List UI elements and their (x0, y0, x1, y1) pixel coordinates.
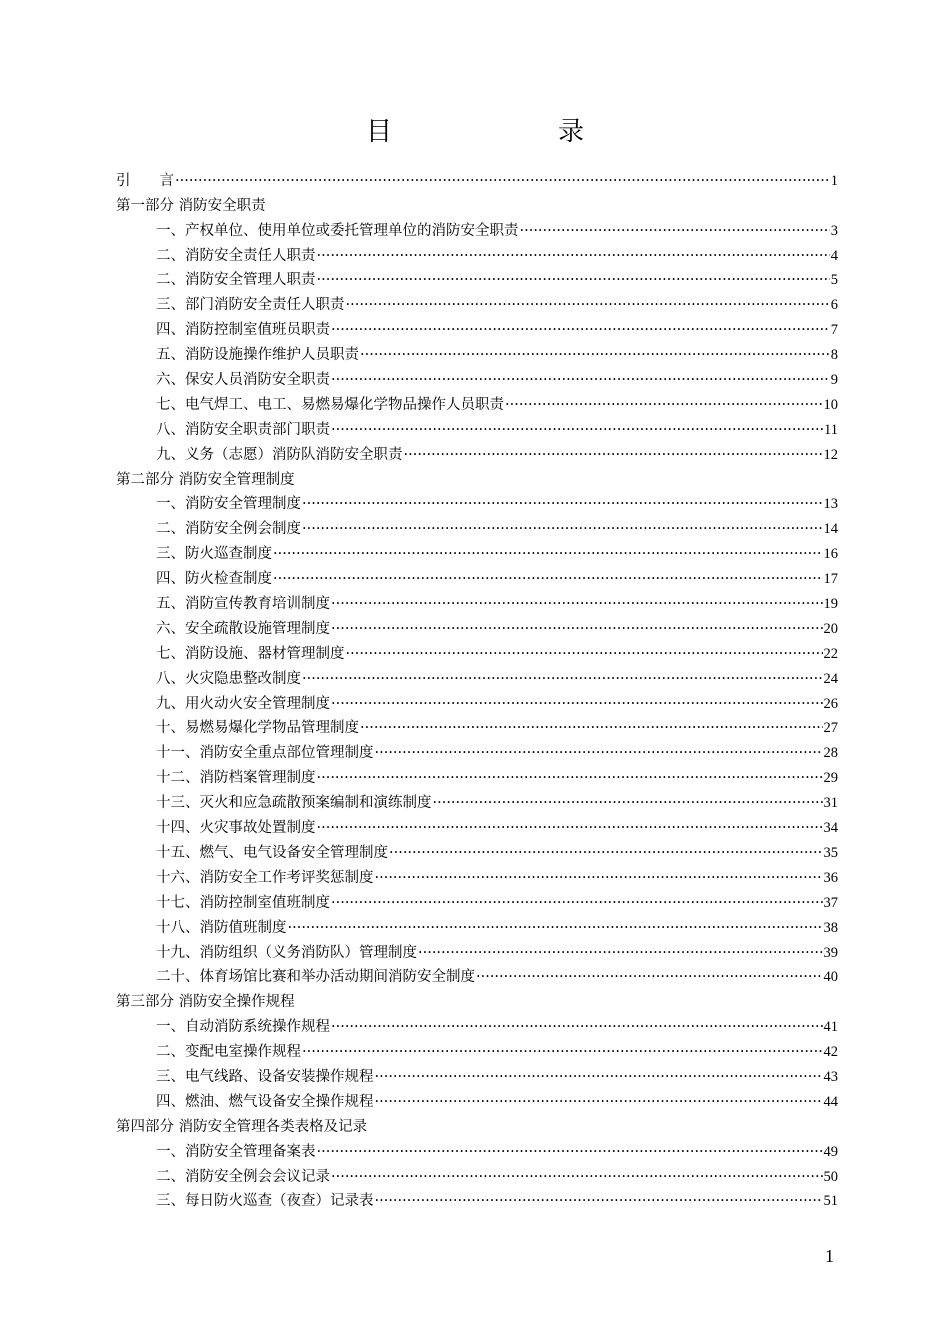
entry-page-number: 38 (823, 919, 838, 936)
dot-leader (520, 221, 830, 241)
entry-label: 一、消防安全管理制度 (156, 496, 301, 513)
dot-leader (331, 619, 823, 639)
dot-leader (433, 793, 823, 813)
dot-leader (317, 768, 823, 788)
toc-entry[interactable] (116, 1062, 838, 1087)
entry-label: 九、用火动火安全管理制度 (156, 695, 330, 712)
section-label: 第二部分 消防安全管理制度 (116, 471, 295, 488)
dot-leader (360, 345, 830, 365)
entry-page-number: 20 (823, 620, 838, 637)
entry-page-number: 3 (830, 222, 838, 239)
toc-entry[interactable] (116, 738, 838, 763)
entry-page-number: 12 (823, 446, 838, 463)
dot-leader (404, 445, 823, 465)
entry-page-number: 16 (823, 546, 838, 563)
toc-entry[interactable] (116, 1037, 838, 1062)
entry-page-number: 19 (823, 596, 838, 613)
toc-entry[interactable] (116, 963, 838, 988)
entry-page-number: 43 (823, 1068, 838, 1085)
toc-entry[interactable] (116, 614, 838, 639)
dot-leader (317, 818, 823, 838)
entry-label: 四、燃油、燃气设备安全操作规程 (156, 1093, 374, 1110)
entry-page-number: 26 (823, 695, 838, 712)
toc-entry[interactable] (116, 589, 838, 614)
toc-entry[interactable] (116, 788, 838, 813)
entry-page-number: 5 (830, 272, 838, 289)
dot-leader (476, 967, 823, 987)
dot-leader (273, 569, 823, 589)
entry-label: 十九、消防组织（义务消防队）管理制度 (156, 944, 417, 961)
entry-page-number: 35 (823, 844, 838, 861)
entry-label: 十、易燃易爆化学物品管理制度 (156, 720, 359, 737)
entry-label: 十二、消防档案管理制度 (156, 770, 316, 787)
table-of-contents (116, 166, 838, 1211)
entry-page-number: 17 (823, 571, 838, 588)
entry-page-number: 13 (823, 496, 838, 513)
entry-page-number: 24 (823, 670, 838, 687)
dot-leader (331, 1017, 823, 1037)
entry-label: 十八、消防值班制度 (156, 919, 287, 936)
entry-label: 四、消防控制室值班员职责 (156, 322, 330, 339)
toc-entry[interactable] (116, 913, 838, 938)
entry-label: 二、消防安全例会会议记录 (156, 1168, 330, 1185)
toc-entry[interactable] (116, 216, 838, 241)
entry-page-number: 31 (823, 795, 838, 812)
toc-entry[interactable] (116, 763, 838, 788)
toc-entry[interactable] (116, 390, 838, 415)
toc-entry[interactable] (116, 1162, 838, 1187)
dot-leader (302, 494, 823, 514)
entry-page-number: 6 (830, 297, 838, 314)
entry-label: 三、部门消防安全责任人职责 (156, 297, 345, 314)
toc-entry[interactable] (116, 241, 838, 266)
toc-entry[interactable] (116, 490, 838, 515)
toc-entry[interactable] (116, 888, 838, 913)
dot-leader (375, 1191, 823, 1211)
dot-leader (375, 1067, 823, 1087)
entry-page-number: 9 (830, 372, 838, 389)
entry-page-number: 7 (830, 322, 838, 339)
entry-label: 十七、消防控制室值班制度 (156, 894, 330, 911)
toc-entry[interactable] (116, 365, 838, 390)
entry-label: 引 言 (116, 172, 174, 189)
entry-label: 二十、体育场馆比赛和举办活动期间消防安全制度 (156, 969, 475, 986)
dot-leader (331, 320, 830, 340)
entry-label: 十六、消防安全工作考评奖惩制度 (156, 869, 374, 886)
entry-label: 二、变配电室操作规程 (156, 1044, 301, 1061)
entry-page-number: 40 (823, 969, 838, 986)
entry-page-number: 50 (823, 1168, 838, 1185)
entry-page-number: 8 (830, 347, 838, 364)
page-title: 目 录 (365, 117, 654, 147)
entry-page-number: 11 (824, 421, 838, 438)
entry-page-number: 49 (823, 1143, 838, 1160)
toc-entry[interactable] (116, 1187, 838, 1212)
toc-entry[interactable] (116, 564, 838, 589)
toc-entry[interactable] (116, 664, 838, 689)
toc-entry[interactable] (116, 639, 838, 664)
dot-leader (175, 171, 830, 191)
entry-label: 十四、火灾事故处置制度 (156, 820, 316, 837)
entry-page-number: 27 (823, 720, 838, 737)
dot-leader (331, 694, 823, 714)
toc-entry[interactable] (116, 315, 838, 340)
toc-entry[interactable] (116, 166, 838, 191)
entry-label: 十三、灭火和应急疏散预案编制和演练制度 (156, 795, 432, 812)
entry-page-number: 14 (823, 521, 838, 538)
toc-entry[interactable] (116, 340, 838, 365)
entry-label: 二、消防安全例会制度 (156, 521, 301, 538)
toc-entry[interactable] (116, 938, 838, 963)
dot-leader (331, 1167, 823, 1187)
entry-page-number: 1 (830, 172, 838, 189)
toc-entry[interactable] (116, 266, 838, 291)
entry-label: 八、火灾隐患整改制度 (156, 670, 301, 687)
toc-entry[interactable] (116, 1137, 838, 1162)
entry-label: 九、义务（志愿）消防队消防安全职责 (156, 446, 403, 463)
dot-leader (331, 420, 823, 440)
entry-page-number: 41 (823, 1019, 838, 1036)
entry-page-number: 36 (823, 869, 838, 886)
dot-leader (302, 669, 823, 689)
entry-label: 二、消防安全责任人职责 (156, 247, 316, 264)
dot-leader (375, 868, 823, 888)
entry-label: 七、消防设施、器材管理制度 (156, 645, 345, 662)
entry-label: 三、电气线路、设备安装操作规程 (156, 1068, 374, 1085)
dot-leader (389, 843, 823, 863)
toc-section-heading (116, 987, 838, 1012)
entry-label: 十一、消防安全重点部位管理制度 (156, 745, 374, 762)
toc-entry[interactable] (116, 514, 838, 539)
dot-leader (317, 246, 830, 266)
dot-leader (317, 1142, 823, 1162)
dot-leader (375, 1092, 823, 1112)
entry-label: 一、自动消防系统操作规程 (156, 1019, 330, 1036)
section-label: 第一部分 消防安全职责 (116, 197, 266, 214)
entry-label: 六、保安人员消防安全职责 (156, 372, 330, 389)
entry-page-number: 29 (823, 770, 838, 787)
dot-leader (273, 544, 823, 564)
entry-page-number: 4 (830, 247, 838, 264)
entry-label: 一、产权单位、使用单位或委托管理单位的消防安全职责 (156, 222, 519, 239)
toc-entry[interactable] (116, 813, 838, 838)
entry-page-number: 22 (823, 645, 838, 662)
dot-leader (331, 370, 830, 390)
toc-section-heading (116, 191, 838, 216)
dot-leader (505, 395, 823, 415)
section-label: 第三部分 消防安全操作规程 (116, 994, 295, 1011)
dot-leader (317, 270, 830, 290)
entry-label: 十五、燃气、电气设备安全管理制度 (156, 844, 388, 861)
entry-label: 五、消防宣传教育培训制度 (156, 596, 330, 613)
toc-entry[interactable] (116, 714, 838, 739)
section-label: 第四部分 消防安全管理各类表格及记录 (116, 1118, 368, 1135)
entry-label: 三、防火巡查制度 (156, 546, 272, 563)
toc-entry[interactable] (116, 863, 838, 888)
toc-entry[interactable] (116, 1012, 838, 1037)
entry-page-number: 44 (823, 1093, 838, 1110)
entry-label: 三、每日防火巡查（夜查）记录表 (156, 1193, 374, 1210)
entry-page-number: 51 (823, 1193, 838, 1210)
dot-leader (360, 718, 823, 738)
entry-label: 七、电气焊工、电工、易燃易爆化学物品操作人员职责 (156, 396, 504, 413)
entry-label: 六、安全疏散设施管理制度 (156, 620, 330, 637)
dot-leader (375, 743, 823, 763)
entry-page-number: 28 (823, 745, 838, 762)
toc-entry[interactable] (116, 290, 838, 315)
toc-entry[interactable] (116, 838, 838, 863)
toc-section-heading (116, 465, 838, 490)
toc-entry[interactable] (116, 539, 838, 564)
page-number: 1 (825, 1246, 834, 1266)
entry-page-number: 10 (823, 396, 838, 413)
dot-leader (346, 295, 830, 315)
entry-label: 一、消防安全管理备案表 (156, 1143, 316, 1160)
entry-page-number: 34 (823, 820, 838, 837)
dot-leader (302, 1042, 823, 1062)
toc-entry[interactable] (116, 440, 838, 465)
dot-leader (302, 519, 823, 539)
entry-label: 四、防火检查制度 (156, 571, 272, 588)
toc-section-heading (116, 1112, 838, 1137)
dot-leader (346, 644, 823, 664)
dot-leader (288, 918, 823, 938)
toc-entry[interactable] (116, 415, 838, 440)
dot-leader (331, 893, 823, 913)
entry-label: 五、消防设施操作维护人员职责 (156, 347, 359, 364)
entry-page-number: 37 (823, 894, 838, 911)
entry-page-number: 42 (823, 1044, 838, 1061)
toc-entry[interactable] (116, 1087, 838, 1112)
entry-label: 二、消防安全管理人职责 (156, 272, 316, 289)
dot-leader (331, 594, 823, 614)
toc-entry[interactable] (116, 689, 838, 714)
dot-leader (418, 943, 823, 963)
entry-page-number: 39 (823, 944, 838, 961)
entry-label: 八、消防安全职责部门职责 (156, 421, 330, 438)
